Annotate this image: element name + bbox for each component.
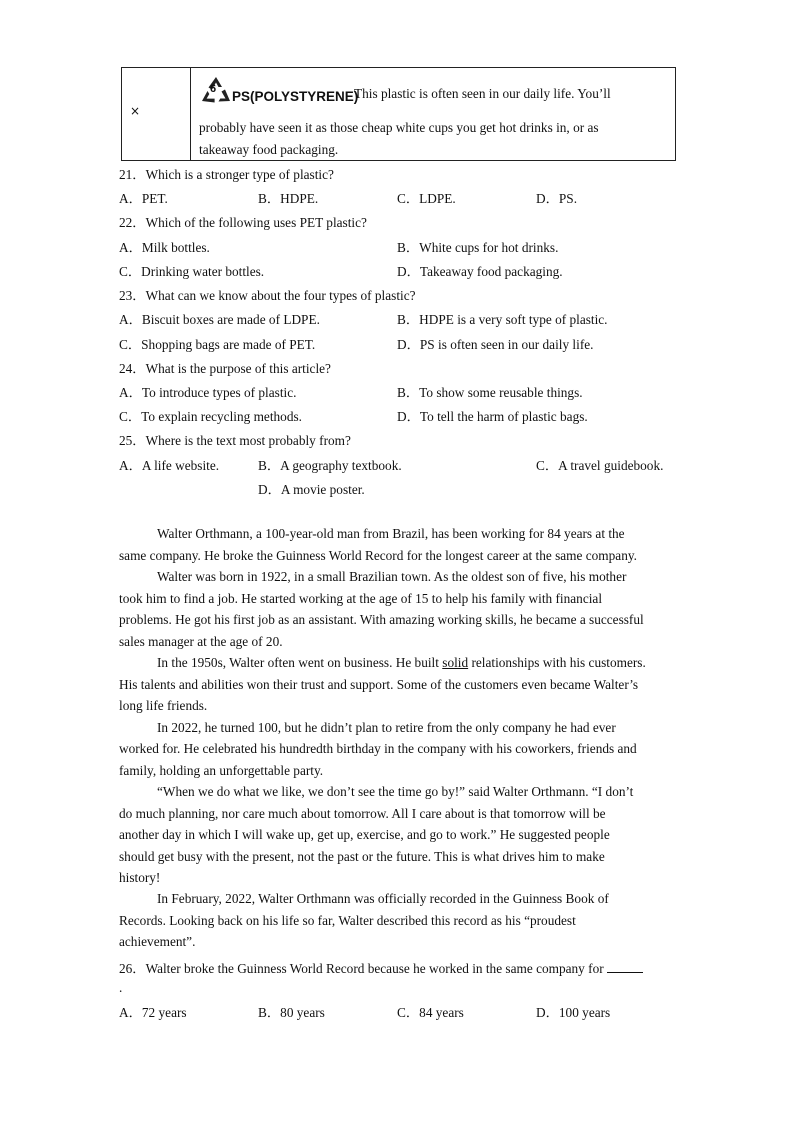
cell-text-line2: probably have seen it as those cheap white cups you get hot drinks in, or as [199, 120, 599, 135]
passage-line: His talents and abilities won their trust and support. Some of the customers even became Walter’s [119, 677, 639, 692]
q22-option-b: B．White cups for hot drinks. [397, 240, 559, 255]
q26-option-a: A．72 years [119, 1005, 187, 1020]
row-mark: × [130, 104, 141, 118]
question-22-stem: 22．Which of the following uses PET plastic? [119, 215, 367, 230]
passage-line: Walter Orthmann, a 100-year-old man from Brazil, has been working for 84 years at the [157, 526, 625, 541]
answer-blank [607, 961, 643, 973]
cell-text-line1: This plastic is often seen in our daily life. You’ll [354, 86, 611, 101]
question-26-stem [119, 958, 643, 977]
passage-line: long life friends. [119, 698, 208, 713]
q23-option-a: A．Biscuit boxes are made of LDPE. [119, 312, 320, 327]
q25-option-c: C．A travel guidebook. [536, 458, 664, 473]
q22-option-a: A．Milk bottles. [119, 240, 210, 255]
q26-option-b: B．80 years [258, 1005, 325, 1020]
plastic-types-table [121, 67, 676, 161]
question-24-stem: 24．What is the purpose of this article? [119, 361, 331, 376]
table-divider [190, 68, 191, 160]
q24-option-c: C．To explain recycling methods. [119, 409, 302, 424]
recycle-number: 6 [210, 83, 217, 95]
q26-option-c: C．84 years [397, 1005, 464, 1020]
q26-option-d: D．100 years [536, 1005, 611, 1020]
ps-label: PS(POLYSTYRENE) [232, 89, 359, 104]
q25-option-b: B．A geography textbook. [258, 458, 402, 473]
question-25-stem: 25．Where is the text most probably from? [119, 433, 351, 448]
passage-line: Walter was born in 1922, in a small Brazilian town. As the oldest son of five, his mother [157, 569, 627, 584]
passage-text: In the 1950s, Walter often went on business. He built [157, 655, 443, 670]
passage-line: Records. Looking back on his life so far, Walter described this record as his “proudest [119, 913, 576, 928]
q26-period: . [119, 980, 123, 995]
q23-option-c: C．Shopping bags are made of PET. [119, 337, 316, 352]
q24-option-d: D．To tell the harm of plastic bags. [397, 409, 588, 424]
passage-line: should get busy with the present, not the past or the future. This is what drives him to make [119, 849, 605, 864]
passage-line: achievement”. [119, 934, 196, 949]
passage-line: sales manager at the age of 20. [119, 634, 283, 649]
q21-option-d: D．PS. [536, 191, 578, 206]
passage-line: do much planning, nor care much about tomorrow. All I care about is that tomorrow will be [119, 806, 606, 821]
q24-option-a: A．To introduce types of plastic. [119, 385, 297, 400]
q21-option-b: B．HDPE. [258, 191, 319, 206]
passage-line: worked for. He celebrated his hundredth birthday in the company with his coworkers, friends and [119, 741, 637, 756]
q25-option-d: D．A movie poster. [258, 482, 365, 497]
passage-line [157, 655, 646, 671]
passage-line: family, holding an unforgettable party. [119, 763, 324, 778]
q22-option-c: C．Drinking water bottles. [119, 264, 265, 279]
q21-option-c: C．LDPE. [397, 191, 456, 206]
q23-option-d: D．PS is often seen in our daily life. [397, 337, 594, 352]
q26-stem-text: 26．Walter broke the Guinness World Record because he worked in the same company for [119, 961, 604, 976]
q25-option-a: A．A life website. [119, 458, 220, 473]
question-23-stem: 23．What can we know about the four types of plastic? [119, 288, 416, 303]
passage-text: relationships with his customers. [468, 655, 646, 670]
passage-line: problems. He got his first job as an assistant. With amazing working skills, he became a successful [119, 612, 644, 627]
q24-option-b: B．To show some reusable things. [397, 385, 583, 400]
passage-line: In February, 2022, Walter Orthmann was officially recorded in the Guinness Book of [157, 891, 609, 906]
q23-option-b: B．HDPE is a very soft type of plastic. [397, 312, 608, 327]
question-21-stem: 21．Which is a stronger type of plastic? [119, 167, 334, 182]
passage-line: “When we do what we like, we don’t see the time go by!” said Walter Orthmann. “I don’t [157, 784, 634, 799]
passage-line: In 2022, he turned 100, but he didn’t plan to retire from the only company he had ever [157, 720, 616, 735]
passage-line: history! [119, 870, 161, 885]
passage-line: took him to find a job. He started working at the age of 15 to help his family with financial [119, 591, 603, 606]
q21-option-a: A．PET. [119, 191, 168, 206]
q22-option-d: D．Takeaway food packaging. [397, 264, 563, 279]
passage-line: another day in which I will wake up, get up, exercise, and go to work.” He suggested people [119, 827, 610, 842]
cell-text-line3: takeaway food packaging. [199, 142, 339, 157]
passage-line: same company. He broke the Guinness World Record for the longest career at the same company. [119, 548, 637, 563]
underlined-word-solid: solid [442, 655, 469, 670]
